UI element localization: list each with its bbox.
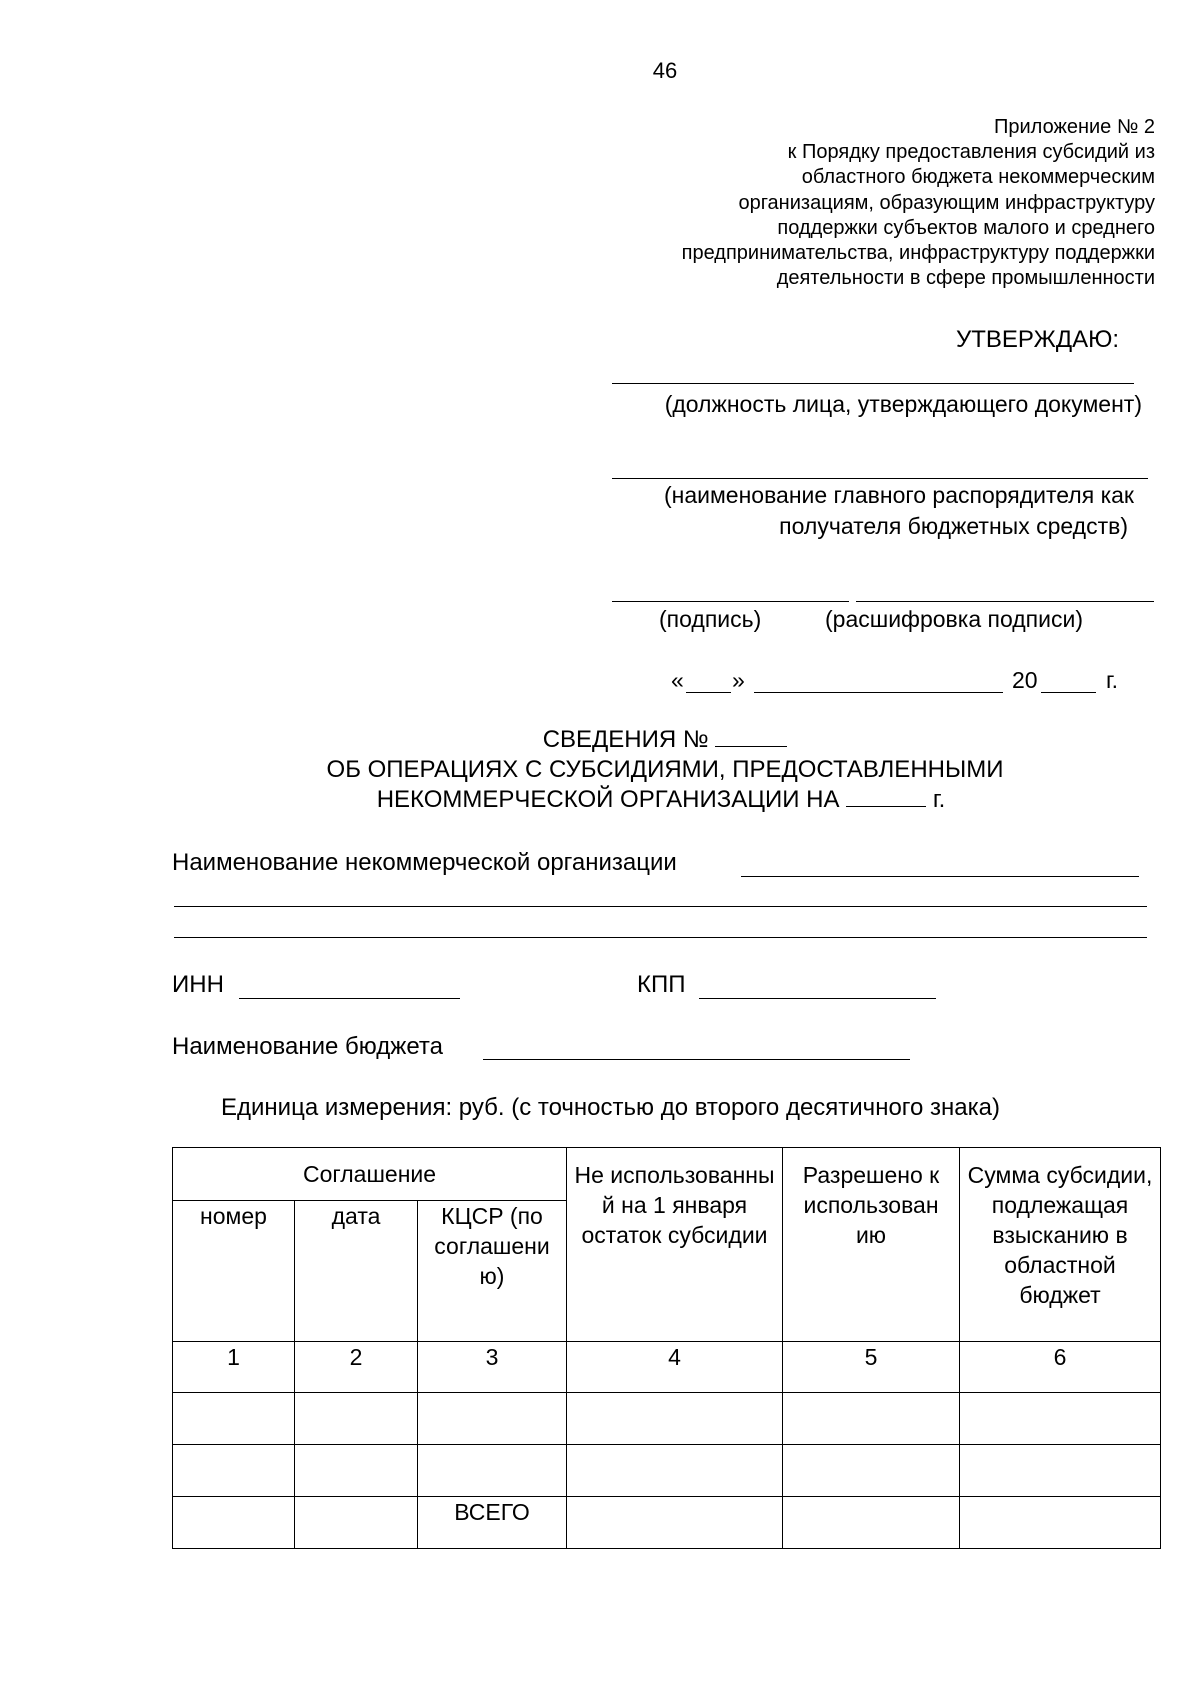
budget-blank: [483, 1059, 910, 1060]
year-prefix: 20: [1012, 667, 1038, 693]
position-caption: (должность лица, утверждающего документ): [664, 391, 1142, 417]
table-cell[interactable]: [783, 1393, 960, 1445]
kpp-blank: [699, 998, 936, 999]
doc-title-line3: [0, 785, 1200, 815]
org-name-blank-line3: [174, 937, 1147, 938]
inn-blank: [239, 998, 460, 999]
table-cell[interactable]: [960, 1445, 1161, 1497]
date-open-quote: «: [671, 667, 684, 693]
unused-balance-header: Не использованны й на 1 января остаток субсидии: [567, 1148, 783, 1342]
total-label: ВСЕГО: [418, 1497, 567, 1549]
org-blank-line: [612, 478, 1148, 479]
table-row: [173, 1393, 1161, 1445]
appendix-line: поддержки субъектов малого и среднего: [777, 216, 1155, 239]
column-number: 3: [418, 1342, 567, 1393]
table-cell[interactable]: [567, 1445, 783, 1497]
org-name-blank-line2: [174, 906, 1147, 907]
doc-title-line1: [0, 725, 1200, 755]
agreement-date-header: дата: [295, 1201, 418, 1342]
title-suffix: г.: [932, 786, 946, 813]
budget-label: Наименование бюджета: [172, 1033, 443, 1060]
title-text: СВЕДЕНИЯ №: [542, 726, 709, 753]
recovery-amount-header: Сумма субсидии, подлежащая взысканию в областной бюджет: [960, 1148, 1161, 1342]
year-blank: [1041, 692, 1096, 693]
doc-title-line2: ОБ ОПЕРАЦИЯХ С СУБСИДИЯМИ, ПРЕДОСТАВЛЕННЫМИ: [326, 756, 1004, 783]
year-suffix: г.: [1106, 667, 1118, 693]
column-number: 6: [960, 1342, 1161, 1393]
appendix-line: областного бюджета некоммерческим: [801, 166, 1155, 189]
allowed-use-header: Разрешено к использован ию: [783, 1148, 960, 1342]
signature-caption: (подпись): [659, 606, 762, 632]
table-cell[interactable]: [173, 1497, 295, 1549]
table-total-row: [173, 1497, 1161, 1549]
org-name-blank: [741, 876, 1139, 877]
appendix-block: [682, 115, 1155, 291]
position-blank-line: [612, 383, 1134, 384]
date-day-blank: [686, 692, 731, 693]
table-cell[interactable]: [295, 1393, 418, 1445]
table-cell[interactable]: [173, 1393, 295, 1445]
page-number: 46: [652, 58, 678, 83]
table-cell[interactable]: [567, 1497, 783, 1549]
column-number: 4: [567, 1342, 783, 1393]
column-number: 5: [783, 1342, 960, 1393]
table-cell[interactable]: [783, 1445, 960, 1497]
table-cell[interactable]: [418, 1393, 567, 1445]
agreement-number-header: номер: [173, 1201, 295, 1342]
org-caption-line1: (наименование главного распорядителя как: [663, 482, 1134, 508]
column-numbers-row: [173, 1342, 1161, 1393]
subsidy-operations-table: [172, 1147, 1161, 1549]
table-cell[interactable]: [567, 1393, 783, 1445]
approval-title: УТВЕРЖДАЮ:: [956, 326, 1119, 353]
table-cell[interactable]: [960, 1393, 1161, 1445]
date-close-quote: »: [732, 667, 745, 693]
table-cell[interactable]: [418, 1445, 567, 1497]
kpp-label: КПП: [637, 971, 686, 998]
org-name-label: Наименование некоммерческой организации: [172, 849, 677, 876]
table-cell[interactable]: [295, 1445, 418, 1497]
table-header-row: [173, 1148, 1161, 1201]
kcsr-header: КЦСР (по соглашени ю): [418, 1201, 567, 1342]
signature-decode-blank-line: [856, 601, 1154, 602]
table-cell[interactable]: [173, 1445, 295, 1497]
year-blank-heading: [846, 786, 926, 807]
appendix-line: деятельности в сфере промышленности: [776, 267, 1155, 290]
date-month-blank: [754, 692, 1003, 693]
column-number: 1: [173, 1342, 295, 1393]
doc-number-blank: [715, 726, 787, 747]
appendix-line: предпринимательства, инфраструктуру поддержки: [681, 242, 1155, 265]
table-cell[interactable]: [960, 1497, 1161, 1549]
title-text: НЕКОММЕРЧЕСКОЙ ОРГАНИЗАЦИИ НА: [376, 786, 840, 813]
org-caption-line2: получателя бюджетных средств): [779, 513, 1128, 539]
appendix-line: организациям, образующим инфраструктуру: [738, 191, 1155, 214]
inn-label: ИНН: [172, 971, 224, 998]
table-cell[interactable]: [295, 1497, 418, 1549]
appendix-line: к Порядку предоставления субсидий из: [787, 141, 1155, 164]
signature-blank-line: [612, 601, 849, 602]
signature-decode-caption: (расшифровка подписи): [825, 606, 1083, 632]
agreement-group-header: Соглашение: [173, 1148, 567, 1201]
table-row: [173, 1445, 1161, 1497]
table-cell[interactable]: [783, 1497, 960, 1549]
appendix-line: Приложение № 2: [994, 116, 1155, 138]
column-number: 2: [295, 1342, 418, 1393]
unit-note: Единица измерения: руб. (с точностью до второго десятичного знака): [221, 1094, 1001, 1121]
